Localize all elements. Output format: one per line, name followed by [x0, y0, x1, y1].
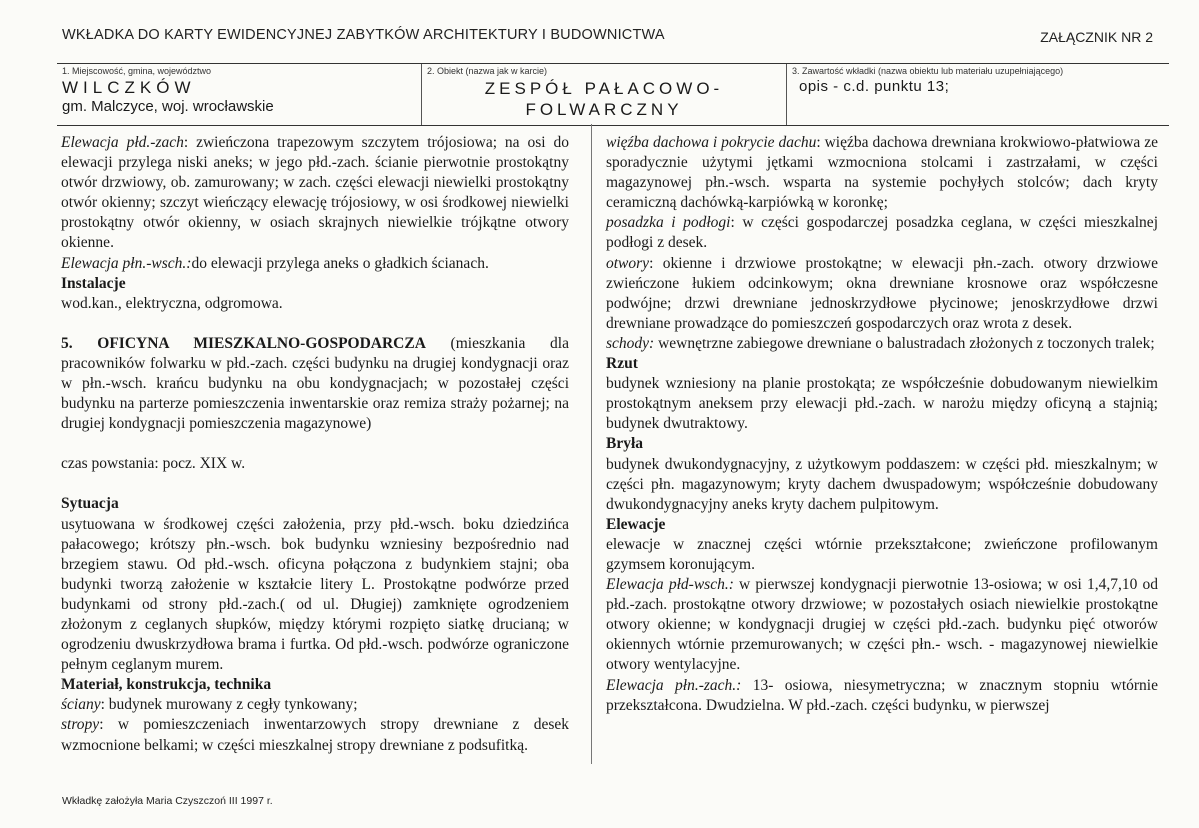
- paragraph-sciany: [61, 695, 569, 715]
- paragraph-text: : w części gospodarczej posadzka ceglana, w części mieszkalnej podłogi z desek.: [606, 214, 1158, 252]
- paragraph-text: : więźba dachowa drewniana krokwiowo-płatwiowa ze sporadycznie użytymi jętkami wzmocniona stolcami i zastrzałami, w części magazynowej płn.-wsch. wsparta na systemie pochyłych stolców; dach kryty ceramiczną dachówką-karpiówką w koronkę;: [606, 134, 1159, 212]
- paragraph-instalacje: wod.kan., elektryczna, odgromowa.: [61, 294, 283, 312]
- paragraph-czas-powstania: czas powstania: pocz. XIX w.: [61, 455, 246, 473]
- left-column: [61, 133, 569, 756]
- heading-sytuacja: Sytuacja: [61, 495, 119, 513]
- content-cell: [786, 64, 1170, 125]
- paragraph-otwory: [606, 254, 1158, 334]
- paragraph-lead: Elewacja płn.-wsch.:: [61, 254, 192, 272]
- paragraph-posadzka: [606, 213, 1158, 253]
- section-5-title: 5. OFICYNA MIESZKALNO-GOSPODARCZA: [61, 334, 426, 352]
- header-table: [57, 63, 1169, 126]
- paragraph-lead: Elewacja płd-wsch.:: [606, 576, 734, 594]
- paragraph-lead: więźba dachowa i pokrycie dachu: [606, 134, 817, 151]
- paragraph-lead: otwory: [606, 254, 650, 272]
- paragraph-elewacje: elewacje w znacznej części wtórnie przekształcone; zwieńczone profilowanym gzymsem koronującym.: [606, 535, 1158, 573]
- paragraph-lead: schody:: [606, 334, 655, 352]
- paragraph-elewacja-pld-wsch: [606, 575, 1158, 675]
- location-label: 1. Miejscowość, gmina, województwo: [62, 66, 212, 76]
- object-label: 2. Obiekt (nazwa jak w karcie): [427, 66, 548, 76]
- paragraph-text: w pierwszej kondygnacji pierwotnie 13-osiowa; w osi 1,4,7,10 od płd.-zach. prostokątne otwory drzwiowe; w pozostałych osiach niewielkie prostokątne otwory okienne; w kondygnacji drugiej w części płd.-zach. budynku pięć otworów okiennych wtórnie przemurowanych; w części płn.- wsch. - magazynowej niewielkie otwory wentylacyjne.: [606, 576, 1159, 674]
- heading-instalacje: Instalacje: [61, 274, 126, 292]
- column-divider: [591, 124, 592, 764]
- object-cell: [421, 64, 786, 125]
- paragraph-sytuacja: usytuowana w środkowej części założenia, przy płd.-wsch. boku dziedzińca pałacowego; krótszy płn.-wsch. bok budynku wzniesiny bezpośrednio nad brzegiem stawu. Od płd.-wsch. oficyna połączona z budynkiem stajni; oba budynki tworzą założenie w kształcie litery L. Prostokątne podwórze przed budynkami od strony płd.-zach.( od ul. Długiej) zamknięte ogrodzeniem złożonym z ceglanych słupków, między którymi rozpięto siatkę drucianą; w ogrodzeniu dwuskrzydłowa brama i furtka. Od płd.-wsch. podwórze ograniczone pełnym ceglanym murem.: [61, 515, 569, 674]
- paragraph-stropy: [61, 715, 569, 755]
- paragraph-elewacja-pln-wsch: [61, 254, 569, 274]
- form-title: WKŁADKA DO KARTY EWIDENCYJNEJ ZABYTKÓW ARCHITEKTURY I BUDOWNICTWA: [62, 27, 665, 43]
- paragraph-text: : budynek murowany z cegły tynkowany;: [100, 696, 358, 714]
- paragraph-schody: [606, 334, 1158, 354]
- content-label: 3. Zawartość wkładki (nazwa obiektu lub materiału uzupełniającego): [792, 66, 1064, 76]
- object-name-line2: FOLWARCZNY: [525, 100, 683, 119]
- paragraph-text: : okienne i drzwiowe prostokątne; w elewacji płn.-zach. otwory drzwiowe zwieńczone łukiem odcinkowym; okna drewniane krosnowe oraz współczesne podwójne; drzwi drewniane jednoskrzydłowe płycinowe; jenoskrzydłowe drzwi drewniane prowadzące do pomieszczeń gospodarczych oraz wrota z desek.: [606, 254, 1158, 332]
- paragraph-text: : w pomieszczeniach inwentarzowych stropy drewniane z desek wzmocnione belkami; w części mieszkalnej stropy drewniane z podsufitką.: [61, 716, 569, 754]
- right-column: [606, 133, 1158, 716]
- paragraph-elewacja-pld-zach: [61, 133, 569, 254]
- place-name: WILCZKÓW: [62, 78, 196, 97]
- location-cell: [57, 64, 421, 125]
- paragraph-lead: Elewacja płn.-zach.:: [606, 676, 742, 694]
- paragraph-lead: ściany: [61, 696, 101, 714]
- paragraph-text: : zwieńczona trapezowym szczytem trójosiowa; na osi do elewacji przylega niski aneks; w jego płd.-zach. ścianie pierwotnie prostokątny otwór drzwiowy, ob. zamurowany; w zach. części elewacji niewielki prostokątny otwór okienny; szczyt wieńczący elewację trójosiowy, w osi środkowej niewielki prostokątny otwór okienny, w osiach skrajnych niewielkie trójkątne otwory okienne.: [61, 134, 569, 252]
- paragraph-wiezba: [606, 133, 1158, 213]
- paragraph-bryla: budynek dwukondygnacyjny, z użytkowym poddaszem: w części płd. mieszkalnym; w części płn. magazynowym; kryty dachem dwuspadowym; współcześnie dobudowany dwukondygnacyjny aneks kryty dachem pulpitowym.: [606, 455, 1158, 513]
- heading-material: Materiał, konstrukcja, technika: [61, 676, 272, 694]
- paragraph-text: do elewacji przylega aneks o gładkich ścianach.: [191, 254, 489, 272]
- heading-elewacje: Elewacje: [606, 515, 666, 533]
- paragraph-lead: stropy: [61, 716, 100, 734]
- paragraph-text: 13- osiowa, niesymetryczna; w znacznym stopniu wtórnie przekształcona. Dwudzielna. W płd.-zach. części budynku, w pierwszej: [606, 676, 1158, 714]
- paragraph-lead: Elewacja płd.-zach: [61, 134, 184, 151]
- object-name: [422, 78, 786, 120]
- paragraph-rzut: budynek wzniesiony na planie prostokąta; ze współcześnie dobudowanym niewielkim prostokątnym aneksem przy elewacji płd.-zach. w narożu między oficyną a stajnią; budynek dwutraktowy.: [606, 375, 1158, 433]
- section-5-paragraph: [61, 334, 569, 434]
- attachment-number: ZAŁĄCZNIK NR 2: [1040, 29, 1153, 45]
- footer-author-note: Wkładkę założyła Maria Czyszczoń III 1997 r.: [62, 795, 273, 807]
- paragraph-elewacja-pln-zach: [606, 676, 1158, 716]
- heading-bryla: Bryła: [606, 435, 644, 453]
- place-municipality: gm. Malczyce, woj. wrocławskie: [62, 98, 274, 115]
- object-name-line1: ZESPÓŁ PAŁACOWO-: [484, 79, 724, 98]
- section-5-text: (mieszkania dla pracowników folwarku w płd.-zach. części budynku na drugiej kondygnacji oraz w płn.-wsch. krańcu budynku na obu kondygnacjach; w pozostałej części budynku na parterze pomieszczenia inwentarskie oraz remiza straży pożarnej; na drugiej kondygnacji pomieszczenia magazynowe): [61, 334, 569, 433]
- paragraph-lead: posadzka i podłogi: [606, 214, 731, 232]
- paragraph-text: wewnętrzne zabiegowe drewniane o balustradach złożonych z toczonych tralek;: [654, 334, 1155, 352]
- heading-rzut: Rzut: [606, 355, 638, 373]
- content-value: opis - c.d. punktu 13;: [799, 78, 950, 95]
